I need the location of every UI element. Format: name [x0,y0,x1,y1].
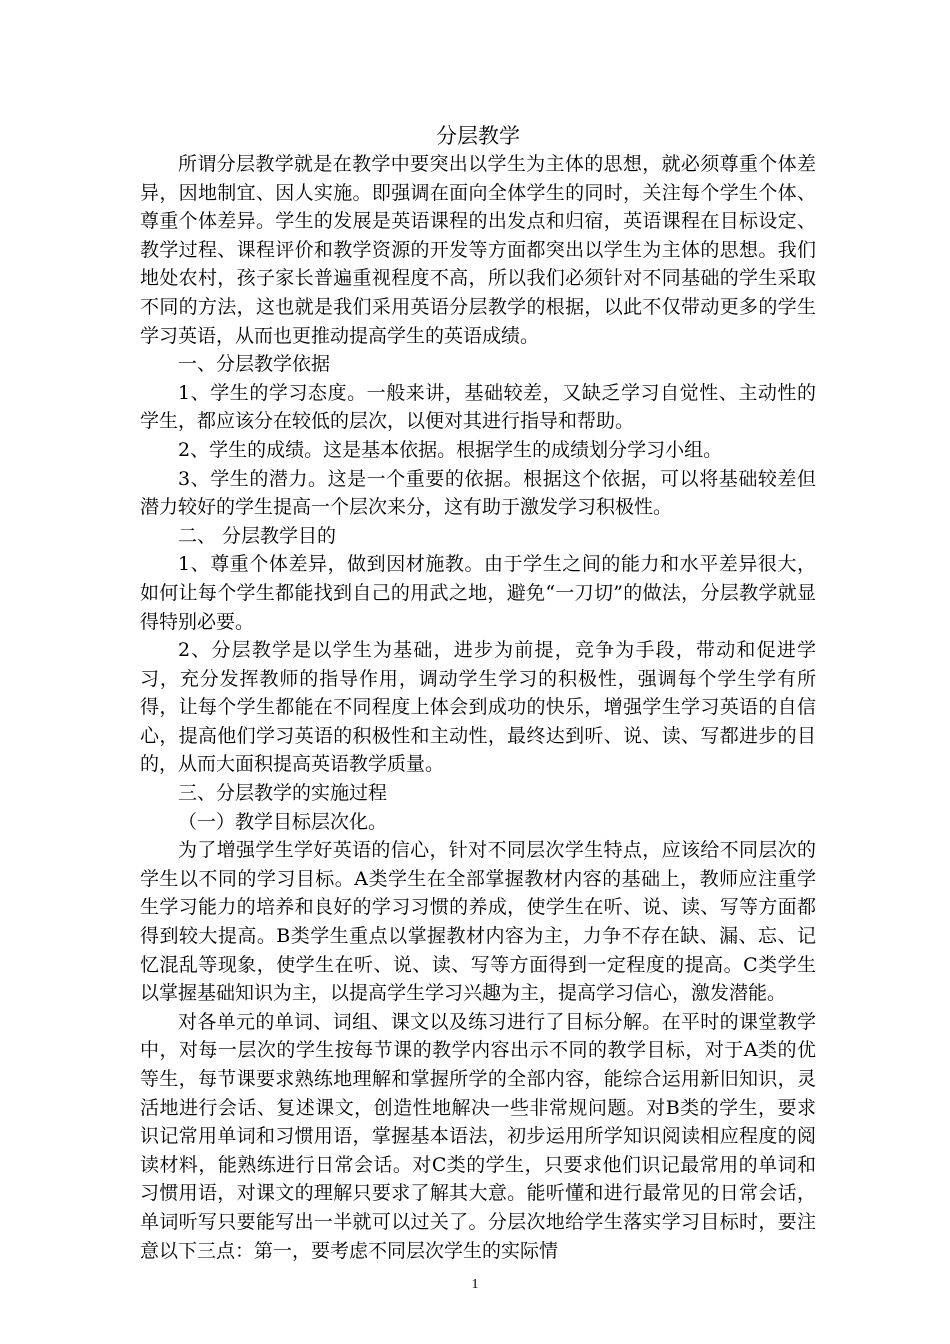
section-3-heading: 三、分层教学的实施过程 [178,782,388,805]
document-page [140,122,816,1265]
section-3-paragraph-2: 对各单元的单词、词组、课文以及练习进行了目标分解。在平时的课堂教学中，对每一层次的学生按每节课的教学内容出示不同的教学目标，对于A类的优等生，每节课要求熟练地理解和掌握所学的全部内容，能综合运用新旧知识，灵活地进行会话、复述课文，创造性地解决一些非常规问题。对B类的学生，要求识记常用单词和习惯用语，掌握基本语法，初步运用所学知识阅读相应程度的阅读材料，能熟练进行日常会话。对C类的学生，只要求他们识记最常用的单词和习惯用语，对课文的理解只要求了解其大意。能听懂和进行最常见的日常会话，单词听写只要能写出一半就可以过关了。分层次地给学生落实学习目标时，要注意以下三点：第一，要考虑不同层次学生的实际情 [140,1010,816,1262]
section-1-item-1: 1、学生的学习态度。一般来讲，基础较差，又缺乏学习自觉性、主动性的学生，都应该分在较低的层次，以便对其进行指导和帮助。 [140,381,816,433]
document-title: 分层教学 [436,124,520,148]
section-2-item-1: 1、尊重个体差异，做到因材施教。由于学生之间的能力和水平差异很大，如何让每个学生都能找到自己的用武之地，避免“一刀切”的做法，分层教学就显得特别必要。 [140,553,816,633]
page-number: 1 [471,1277,479,1292]
section-1-item-2: 2、学生的成绩。这是基本依据。根据学生的成绩划分学习小组。 [178,438,723,461]
section-1-heading: 一、分层教学依据 [178,353,331,376]
intro-paragraph: 所谓分层教学就是在教学中要突出以学生为主体的思想，就必须尊重个体差异，因地制宜、因人实施。即强调在面向全体学生的同时，关注每个学生个体、尊重个体差异。学生的发展是英语课程的出发点和归宿，英语课程在目标设定、教学过程、课程评价和教学资源的开发等方面都突出以学生为主体的思想。我们地处农村，孩子家长普遍重视程度不高，所以我们必须针对不同基础的学生采取不同的方法，这也就是我们采用英语分层教学的根据，以此不仅带动更多的学生学习英语，从而也更推动提高学生的英语成绩。 [140,153,816,347]
section-2-heading: 二、 分层教学目的 [178,524,337,547]
section-3-paragraph-1: 为了增强学生学好英语的信心，针对不同层次学生特点，应该给不同层次的学生以不同的学习目标。A类学生在全部掌握教材内容的基础上，教师应注重学生学习能力的培养和良好的学习习惯的养成，使学生在听、说、读、写等方面都得到较大提高。B类学生重点以掌握教材内容为主，力争不存在缺、漏、忘、记忆混乱等现象，使学生在听、说、读、写等方面得到一定程度的提高。C类学生以掌握基础知识为主，以提高学生学习兴趣为主，提高学习信心，激发潜能。 [140,839,816,1005]
section-3-subheading: （一）教学目标层次化。 [178,810,388,833]
section-2-item-2: 2、分层教学是以学生为基础，进步为前提，竞争为手段，带动和促进学习，充分发挥教师的指导作用，调动学生学习的积极性，强调每个学生学有所得，让每个学生都能在不同程度上体会到成功的快乐，增强学生学习英语的自信心，提高他们学习英语的积极性和主动性，最终达到听、说、读、写都进步的目的，从而大面积提高英语教学质量。 [140,639,816,776]
section-1-item-3: 3、学生的潜力。这是一个重要的依据。根据这个依据，可以将基础较差但潜力较好的学生提高一个层次来分，这有助于激发学习积极性。 [140,467,816,519]
